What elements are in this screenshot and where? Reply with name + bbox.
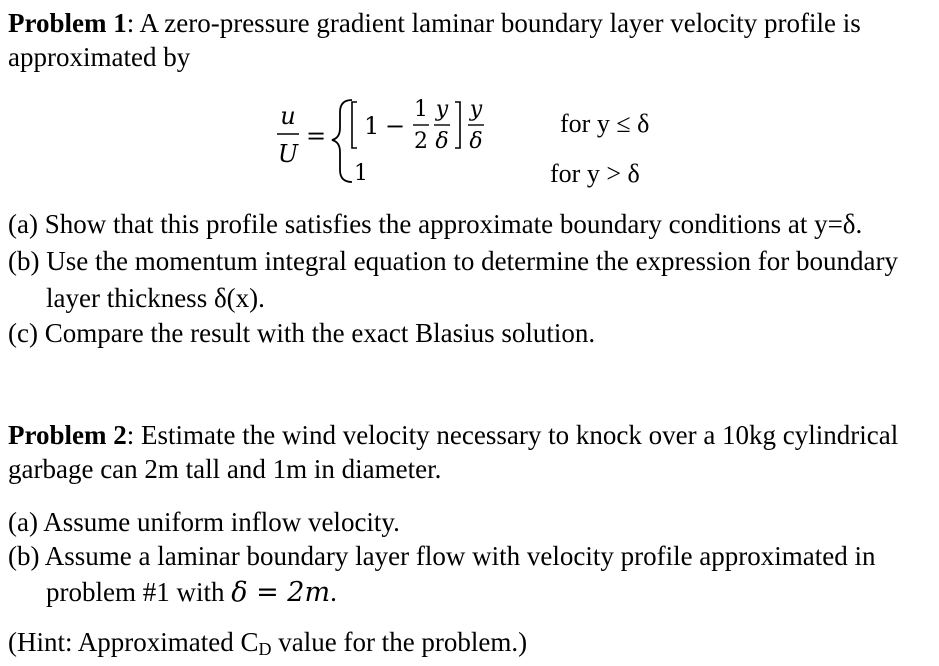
- problem2-intro-line2: garbage can 2m tall and 1m in diameter.: [8, 454, 442, 484]
- problem2-delta-value: δ = 2m: [231, 577, 331, 608]
- lhs-denominator: U: [277, 140, 299, 168]
- equals-sign: =: [305, 122, 327, 150]
- problem1-part-b: (b) Use the momentum integral equation to determine the expression for boundary: [8, 246, 898, 276]
- problem2-part-b: (b) Assume a laminar boundary layer flow with velocity profile approximated in: [8, 541, 876, 571]
- problem2-part-b-cont: [46, 575, 337, 610]
- problem2-intro: [8, 418, 898, 452]
- problem1-intro: [8, 6, 861, 40]
- problem1-part-b-cont: layer thickness δ(x).: [46, 283, 265, 313]
- condition-2: for y > δ: [550, 159, 640, 188]
- case1-one: 1: [364, 112, 380, 140]
- hint-text: (Hint: Approximated C: [8, 627, 259, 657]
- problem2-part-b-text: problem #1 with: [46, 577, 232, 607]
- hint-text-end: value for the problem.): [271, 627, 528, 657]
- problem1-part-c: (c) Compare the result with the exact Blasius solution.: [8, 318, 596, 348]
- problem2-part-b-period: .: [330, 577, 337, 607]
- ratio1-numerator: y: [435, 97, 449, 122]
- ratio1-denominator: δ: [435, 129, 449, 154]
- case-brace: [332, 100, 352, 182]
- hint-subscript: D: [258, 639, 272, 659]
- problem2-intro-text: : Estimate the wind velocity necessary to knock over a 10kg cylindrical: [126, 420, 899, 450]
- problem2-part-a: (a) Assume uniform inflow velocity.: [8, 507, 400, 537]
- ratio2-denominator: δ: [469, 129, 483, 154]
- ratio2-numerator: y: [469, 97, 483, 122]
- velocity-profile-equation: [268, 90, 688, 190]
- half-numerator: 1: [414, 97, 428, 122]
- problem1-part-a: (a) Show that this profile satisfies the approximate boundary conditions at y=δ.: [8, 209, 863, 239]
- lhs-numerator: u: [280, 102, 296, 130]
- case1-minus: −: [385, 112, 406, 140]
- case2-value: 1: [354, 161, 368, 186]
- condition-1: for y ≤ δ: [560, 109, 650, 138]
- problem1-intro-text: : A zero-pressure gradient laminar boundary layer velocity profile is: [126, 8, 861, 38]
- problem2-label: Problem 2: [8, 420, 127, 450]
- half-denominator: 2: [414, 129, 428, 154]
- problem1-label: Problem 1: [8, 8, 127, 38]
- right-bracket: [455, 102, 460, 148]
- problem1-intro-line2: approximated by: [8, 42, 191, 72]
- problem2-hint: [8, 625, 527, 666]
- left-bracket: [352, 102, 357, 148]
